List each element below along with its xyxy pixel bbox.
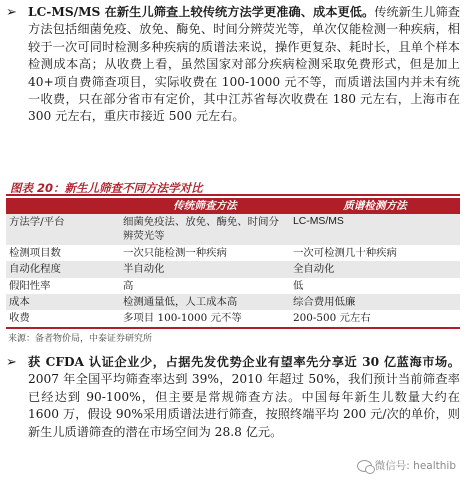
table-row	[6, 310, 460, 327]
arrow-bullet-icon: ➢	[6, 5, 17, 20]
table-cell: 多项目 100-1000 元不等	[120, 310, 290, 327]
paragraph-2-body: 2007 年全国平均筛查率达到 39%，2010 年超过 50%，我们预计当前筛查率已经达到 90-100%，但主要是常规筛查方法。中国每年新生儿数量大约在 1600 万，假设 90%采用质谱法进行筛查，按照终端平均 200 元/次的单价，则新生儿质谱筛查的潜在市场空间为 28.8 亿元。	[28, 372, 460, 439]
table-cell: LC-MS/MS	[290, 214, 460, 245]
paragraph-1-lead: LC-MS/MS 在新生儿筛查上较传统方法学更准确、成本更低。	[28, 5, 375, 19]
table-cell: 低	[290, 278, 460, 294]
watermark-text: 微信号: healthib	[374, 460, 456, 472]
arrow-bullet-icon: ➢	[6, 355, 17, 370]
table-cell: 综合费用低廉	[290, 294, 460, 310]
table-header-cell: 传统筛查方法	[120, 198, 290, 214]
table-cell: 细菌免疫法、放免、酶免、时间分辨荧光等	[120, 214, 290, 245]
bullet-paragraph-2	[6, 354, 460, 441]
table-header-cell: 质谱检测方法	[290, 198, 460, 214]
table-row	[6, 261, 460, 277]
table-cell: 检测通量低，人工成本高	[120, 294, 290, 310]
paragraph-1-body: 传统新生儿筛查方法包括细菌免疫、放免、酶免、时间分辨荧光等，单次仅能检测一种疾病，相较于一次可同时检测多种疾病的质谱法来说，操作更复杂、耗时长，且单个样本检测成本高；从收费上看，虽然国家对部分疾病检测采取免费形式，但是加上 40+项自费筛查项目，实际收费在 100-1000 元不等，而质谱法国内并未有统一收费，只在部分省市有定价，其中江苏省每次收费在 180 元左右，上海市在 300 元左右，重庆市接近 500 元左右。	[28, 5, 460, 124]
paragraph-1	[28, 4, 460, 126]
paragraph-2-lead: 获 CFDA 认证企业少，占据先发优势企业有望率先分享近 30 亿蓝海市场。	[28, 355, 460, 369]
figure-title-bar	[6, 177, 460, 196]
figure-source: 来源：备者物价局，中泰证券研究所	[8, 334, 153, 344]
table-cell: 200-500 元左右	[290, 310, 460, 327]
table-cell: 一次可检测几十种疾病	[290, 245, 460, 261]
table-cell: 一次只能检测一种疾病	[120, 245, 290, 261]
table-cell: 高	[120, 278, 290, 294]
table-cell: 检测项目数	[6, 245, 120, 261]
table-cell: 成本	[6, 294, 120, 310]
table-header-row	[6, 198, 460, 214]
table-cell: 半自动化	[120, 261, 290, 277]
table-cell: 收费	[6, 310, 120, 327]
wechat-watermark	[357, 458, 456, 473]
figure-title: 图表 20：新生儿筛查不同方法学对比	[10, 181, 203, 195]
wechat-icon	[357, 460, 372, 472]
table-row	[6, 214, 460, 245]
table-cell: 全自动化	[290, 261, 460, 277]
table-cell: 自动化程度	[6, 261, 120, 277]
table-row	[6, 245, 460, 261]
table-cell: 方法学/平台	[6, 214, 120, 245]
table-header-cell	[6, 198, 120, 214]
table-row	[6, 294, 460, 310]
paragraph-2	[28, 354, 460, 441]
bullet-paragraph-1	[6, 4, 460, 126]
table-cell: 假阳性率	[6, 278, 120, 294]
comparison-table	[6, 198, 460, 329]
table-row	[6, 278, 460, 294]
